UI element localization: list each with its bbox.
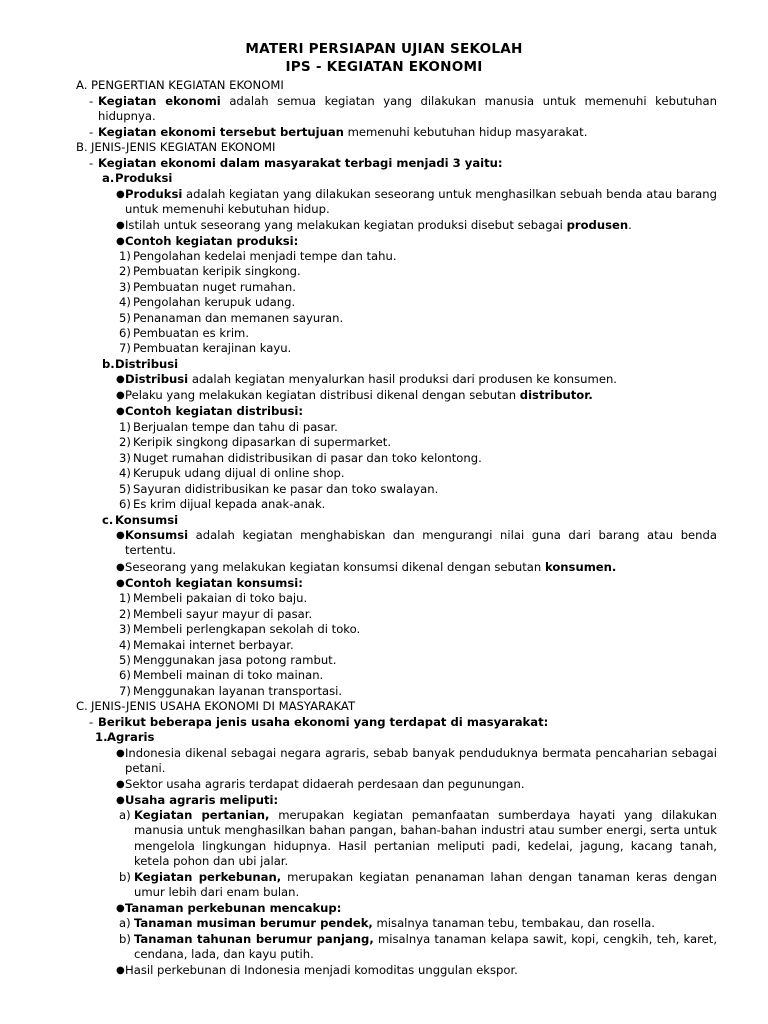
list-number: 3) <box>119 451 131 465</box>
doc-title-line1: MATERI PERSIAPAN UJIAN SEKOLAH <box>245 41 523 57</box>
term-konsumsi: Konsumsi <box>125 528 189 542</box>
bullet-icon: ● <box>116 406 125 417</box>
doc-title-line2: IPS - KEGIATAN EKONOMI <box>285 59 483 75</box>
list-number: 5) <box>119 311 131 325</box>
example-text: misalnya tanaman kelapa sawit, kopi, cengkih, teh, karet, cendana, lada, dan kayu putih. <box>134 932 717 962</box>
bullet-icon: ● <box>116 903 125 914</box>
subsection-heading-konsumsi: Konsumsi <box>115 513 179 527</box>
bullet-icon: ● <box>116 374 125 385</box>
definition-text: merupakan kegiatan penanaman lahan dengan tanaman keras dengan umur lebih dari enam bulan. <box>134 870 717 900</box>
section-c-heading: JENIS-JENIS USAHA EKONOMI DI MASYARAKAT <box>91 699 356 713</box>
bullet-icon: ● <box>116 390 125 401</box>
bullet-icon: ● <box>116 530 125 541</box>
paragraph-kegiatan-ekonomi <box>98 94 717 125</box>
definition-text: adalah semua kegiatan yang dilakukan manusia untuk memenuhi kebutuhan hidupnya. <box>98 94 717 124</box>
list-number: 4) <box>119 638 131 652</box>
tanaman-perkebunan-heading: Tanaman perkebunan mencakup: <box>125 901 342 915</box>
term-kegiatan-pertanian: Kegiatan pertanian, <box>134 808 270 822</box>
list-item: Berjualan tempe dan tahu di pasar. <box>133 420 338 434</box>
list-item: Pengolahan kerupuk udang. <box>133 295 296 309</box>
dash-marker: - <box>89 156 94 170</box>
distribusi-pelaku <box>125 388 593 403</box>
bullet-icon: ● <box>116 795 125 806</box>
definition-text: adalah kegiatan menghabiskan dan mengurangi nilai guna dari barang atau benda tertentu. <box>125 528 717 558</box>
list-item: Pembuatan kerajinan kayu. <box>133 341 292 355</box>
term-kegiatan-ekonomi: Kegiatan ekonomi <box>98 94 221 108</box>
list-number: 6) <box>119 326 131 340</box>
list-number: 1) <box>119 591 131 605</box>
dash-marker: - <box>89 125 94 139</box>
distribusi-contoh-heading: Contoh kegiatan distribusi: <box>125 404 304 418</box>
term-kegiatan-perkebunan: Kegiatan perkebunan, <box>134 870 282 884</box>
subsection-heading-produksi: Produksi <box>115 171 173 185</box>
produksi-istilah <box>125 218 632 233</box>
list-number: 5) <box>119 482 131 496</box>
pelaku-text: Pelaku yang melakukan kegiatan distribusi dikenal dengan sebutan <box>125 388 520 402</box>
definition-text: merupakan kegiatan pemanfaatan sumberdaya hayati yang dilakukan manusia untuk menghasilkan bahan pangan, bahan-bahan industri atau sumber energi, serta untuk mengelola lingkungan hidupnya. Hasil pertanian meliputi padi, kedelai, jagung, kacang tanah, ketela pohon dan ubi jalar. <box>134 808 717 869</box>
subsection-label: 1. <box>95 730 108 744</box>
term-distribusi: Distribusi <box>125 372 189 386</box>
list-number: 6) <box>119 497 131 511</box>
section-a-label: A. <box>76 78 88 92</box>
list-item: Pembuatan es krim. <box>133 326 250 340</box>
istilah-text: Istilah untuk seseorang yang melakukan kegiatan produksi disebut sebagai <box>125 218 567 232</box>
produksi-definition <box>125 187 717 218</box>
list-item: Memakai internet berbayar. <box>133 638 294 652</box>
bullet-icon: ● <box>116 189 125 200</box>
list-number: 2) <box>119 264 131 278</box>
list-number: 5) <box>119 653 131 667</box>
list-item: Pembuatan keripik singkong. <box>133 264 301 278</box>
term-tanaman-musiman: Tanaman musiman berumur pendek, <box>134 916 373 930</box>
list-letter: a) <box>119 916 131 930</box>
term-tujuan: Kegiatan ekonomi tersebut bertujuan <box>98 125 344 139</box>
list-item: Menggunakan jasa potong rambut. <box>133 653 337 667</box>
list-item: Nuget rumahan didistribusikan di pasar dan toko kelontong. <box>133 451 482 465</box>
list-item: Sayuran didistribusikan ke pasar dan toko swalayan. <box>133 482 439 496</box>
definition-text: adalah kegiatan yang dilakukan seseorang untuk menghasilkan sebuah benda atau barang untuk memenuhi kebutuhan hidup. <box>125 187 717 217</box>
term-distributor: distributor. <box>519 388 593 402</box>
section-b-intro: Kegiatan ekonomi dalam masyarakat terbagi menjadi 3 yaitu: <box>98 156 503 170</box>
konsumsi-contoh-heading: Contoh kegiatan konsumsi: <box>125 576 303 590</box>
list-item: Pengolahan kedelai menjadi tempe dan tahu. <box>133 249 397 263</box>
section-c-label: C. <box>76 699 88 713</box>
kegiatan-perkebunan-paragraph <box>134 870 717 901</box>
definition-text: adalah kegiatan menyalurkan hasil produksi dari produsen ke konsumen. <box>188 372 617 386</box>
list-item: Menggunakan layanan transportasi. <box>133 684 343 698</box>
hasil-perkebunan: Hasil perkebunan di Indonesia menjadi komoditas unggulan ekspor. <box>125 963 518 977</box>
list-number: 1) <box>119 420 131 434</box>
list-letter: b) <box>119 932 131 946</box>
list-item: Membeli perlengkapan sekolah di toko. <box>133 622 361 636</box>
list-item: Membeli pakaian di toko baju. <box>133 591 308 605</box>
produksi-contoh-heading: Contoh kegiatan produksi: <box>125 234 299 248</box>
agraris-indonesia: Indonesia dikenal sebagai negara agraris, sebab banyak penduduknya bermata pencaharian sebagai petani. <box>125 746 717 776</box>
list-number: 4) <box>119 466 131 480</box>
bullet-icon: ● <box>116 779 125 790</box>
list-item: Membeli sayur mayur di pasar. <box>133 607 313 621</box>
konsumsi-pelaku <box>125 560 616 575</box>
list-number: 2) <box>119 607 131 621</box>
list-letter: a) <box>119 808 131 822</box>
bullet-icon: ● <box>116 965 125 976</box>
list-number: 6) <box>119 668 131 682</box>
list-item: Kerupuk udang dijual di online shop. <box>133 466 345 480</box>
tanaman-tahunan <box>134 932 717 963</box>
list-item: Es krim dijual kepada anak-anak. <box>133 497 326 511</box>
agraris-sektor: Sektor usaha agraris terdapat didaerah perdesaan dan pegunungan. <box>125 777 525 791</box>
period: . <box>628 218 632 232</box>
dash-marker: - <box>89 94 94 108</box>
bullet-icon: ● <box>116 562 125 573</box>
dash-marker: - <box>89 715 94 729</box>
bullet-icon: ● <box>116 748 125 759</box>
subsection-label: b. <box>102 357 115 371</box>
konsumsi-definition <box>125 528 717 559</box>
section-b-heading: JENIS-JENIS KEGIATAN EKONOMI <box>91 140 276 154</box>
list-item: Membeli mainan di toko mainan. <box>133 668 324 682</box>
list-item: Penanaman dan memanen sayuran. <box>133 311 344 325</box>
term-tanaman-tahunan: Tanaman tahunan berumur panjang, <box>134 932 374 946</box>
bullet-icon: ● <box>116 220 125 231</box>
distribusi-definition <box>125 372 617 387</box>
subsection-heading-agraris: Agraris <box>107 730 155 744</box>
section-a-heading: PENGERTIAN KEGIATAN EKONOMI <box>91 78 284 92</box>
example-text: misalnya tanaman tebu, tembakau, dan rosella. <box>372 916 655 930</box>
term-produksi: Produksi <box>125 187 183 201</box>
term-konsumen: konsumen. <box>544 560 617 574</box>
subsection-heading-distribusi: Distribusi <box>115 357 179 371</box>
list-number: 3) <box>119 622 131 636</box>
list-number: 3) <box>119 280 131 294</box>
list-number: 7) <box>119 684 131 698</box>
definition-text: memenuhi kebutuhan hidup masyarakat. <box>343 125 588 139</box>
list-number: 4) <box>119 295 131 309</box>
tanaman-musiman <box>134 916 655 931</box>
bullet-icon: ● <box>116 236 125 247</box>
list-item: Keripik singkong dipasarkan di supermarket. <box>133 435 392 449</box>
bullet-icon: ● <box>116 578 125 589</box>
list-number: 7) <box>119 341 131 355</box>
list-number: 1) <box>119 249 131 263</box>
list-item: Pembuatan nuget rumahan. <box>133 280 296 294</box>
list-number: 2) <box>119 435 131 449</box>
subsection-label: a. <box>102 171 115 185</box>
term-produsen: produsen <box>566 218 629 232</box>
pelaku-text: Seseorang yang melakukan kegiatan konsumsi dikenal dengan sebutan <box>125 560 545 574</box>
section-c-intro: Berikut beberapa jenis usaha ekonomi yang terdapat di masyarakat: <box>98 715 549 729</box>
agraris-meliputi-heading: Usaha agraris meliputi: <box>125 793 279 807</box>
kegiatan-pertanian-paragraph <box>134 808 717 870</box>
section-b-label: B. <box>76 140 88 154</box>
subsection-label: c. <box>102 513 114 527</box>
paragraph-tujuan <box>98 125 587 140</box>
list-letter: b) <box>119 870 131 884</box>
